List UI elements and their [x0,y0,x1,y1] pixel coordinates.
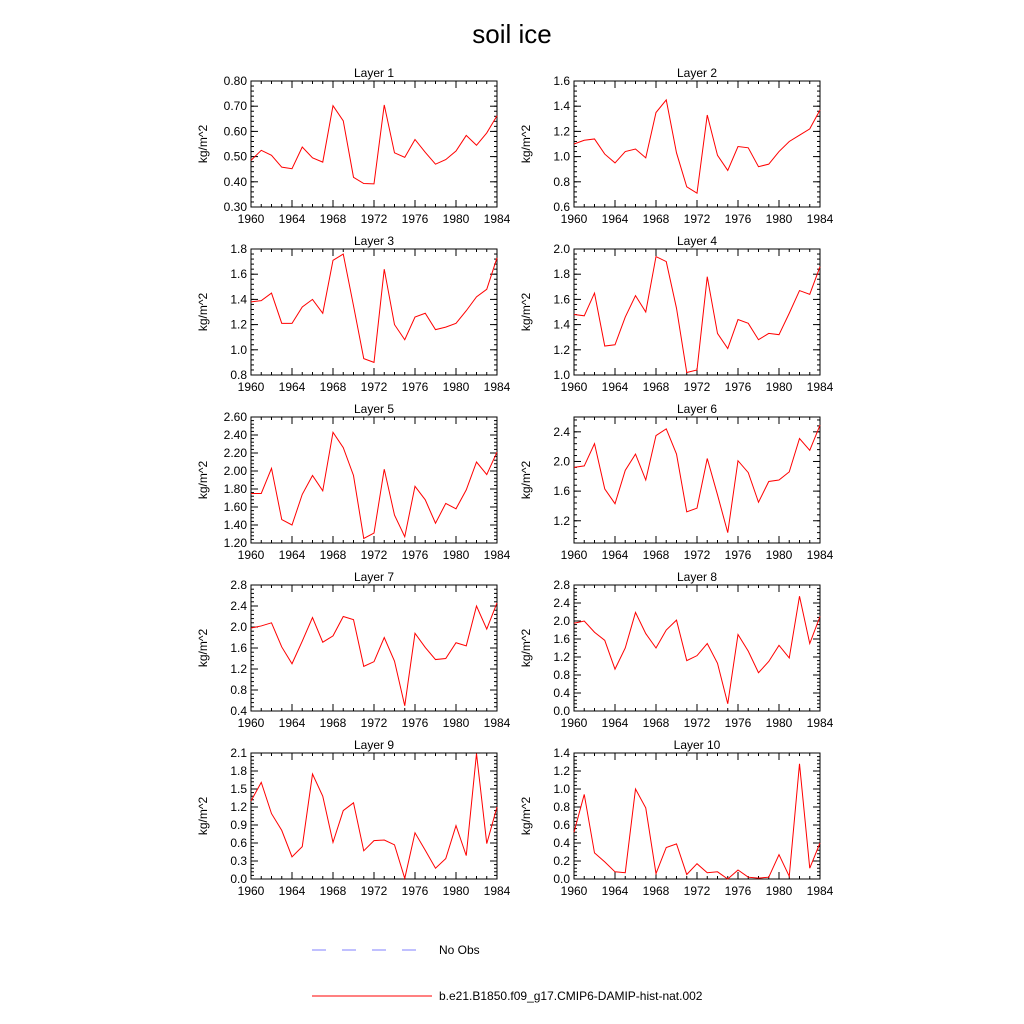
x-tick-label: 1976 [401,716,429,730]
x-tick-label: 1984 [806,716,834,730]
y-tick-label: 0.4 [230,704,247,718]
y-tick-label: 0.9 [230,818,247,832]
panel-title: Layer 7 [353,570,395,584]
y-tick-label: 0.60 [223,124,247,139]
y-tick-label: 0.8 [230,683,247,697]
y-tick-label: 0.4 [553,836,570,850]
y-tick-label: 1.4 [553,317,570,332]
x-tick-label: 1964 [278,212,306,226]
y-tick-label: 0.8 [553,800,570,814]
x-tick-label: 1968 [319,548,347,562]
x-tick-label: 1964 [278,716,306,730]
x-tick-label: 1960 [560,212,588,226]
y-tick-label: 0.8 [553,668,570,682]
panel-title: Layer 10 [673,738,721,752]
panel-layer-8 [519,570,834,730]
x-tick-label: 1960 [560,716,588,730]
x-tick-label: 1976 [401,884,429,898]
y-tick-label: 0.6 [553,818,570,832]
plot-frame [574,585,820,711]
y-tick-label: 1.6 [230,641,247,655]
y-tick-label: 0.8 [553,174,570,189]
x-tick-label: 1960 [237,716,265,730]
plot-frame [574,81,820,207]
x-tick-label: 1964 [601,212,629,226]
series-line-layer-5 [251,432,497,538]
x-tick-label: 1968 [319,884,347,898]
x-tick-label: 1964 [601,380,629,394]
x-tick-label: 1984 [483,884,511,898]
x-tick-label: 1972 [360,884,388,898]
y-tick-label: 2.4 [553,424,570,439]
x-tick-label: 1984 [483,212,511,226]
y-tick-label: 0.2 [553,854,570,868]
x-tick-label: 1984 [806,380,834,394]
x-tick-label: 1984 [806,212,834,226]
y-tick-label: 0.4 [553,686,570,700]
legend-model-label: b.e21.B1850.f09_g17.CMIP6-DAMIP-hist-nat.002 [439,989,703,1003]
panel-title: Layer 2 [676,66,718,80]
x-tick-label: 1960 [560,884,588,898]
x-tick-label: 1972 [360,380,388,394]
panel-title: Layer 8 [676,570,718,584]
panel-title: Layer 4 [676,234,718,248]
x-tick-label: 1972 [360,212,388,226]
x-tick-label: 1968 [642,884,670,898]
x-tick-label: 1976 [724,884,752,898]
x-tick-label: 1960 [237,380,265,394]
x-tick-label: 1968 [642,548,670,562]
y-tick-label: 1.8 [230,764,247,778]
x-tick-label: 1972 [360,548,388,562]
x-tick-label: 1972 [683,548,711,562]
y-tick-label: 2.4 [553,596,570,610]
x-tick-label: 1964 [601,548,629,562]
x-tick-label: 1972 [683,380,711,394]
plot-frame [574,753,820,879]
y-axis-label: kg/m^2 [196,628,210,668]
series-line-layer-1 [251,105,497,184]
plot-frame [574,249,820,375]
x-tick-label: 1980 [765,548,793,562]
x-tick-label: 1964 [278,380,306,394]
panel-layer-7 [196,570,511,730]
plot-frame [251,249,497,375]
x-tick-label: 1964 [278,884,306,898]
x-tick-label: 1976 [724,212,752,226]
y-tick-label: 0.0 [553,704,570,718]
panel-layer-5 [196,402,511,562]
x-tick-label: 1984 [806,884,834,898]
y-tick-label: 2.00 [223,464,247,478]
x-tick-label: 1984 [483,716,511,730]
y-tick-label: 2.1 [230,746,247,760]
y-tick-label: 1.20 [223,536,247,550]
panel-layer-2 [519,66,834,226]
y-tick-label: 1.60 [223,500,247,514]
x-tick-label: 1972 [683,716,711,730]
legend [312,943,703,1003]
y-tick-label: 0.0 [553,872,570,886]
y-tick-label: 1.0 [230,342,247,357]
y-axis-label: kg/m^2 [196,460,210,500]
y-axis-label: kg/m^2 [519,460,533,500]
panel-title: Layer 3 [353,234,395,248]
y-tick-label: 2.8 [230,578,247,592]
y-axis-label: kg/m^2 [196,124,210,164]
x-tick-label: 1972 [360,716,388,730]
y-tick-label: 1.2 [553,650,570,664]
panel-layer-3 [196,234,511,394]
x-tick-label: 1980 [765,380,793,394]
y-tick-label: 1.2 [230,800,247,814]
panel-title: Layer 6 [676,402,718,416]
y-tick-label: 1.6 [553,632,570,646]
x-tick-label: 1968 [642,716,670,730]
x-tick-label: 1984 [483,380,511,394]
y-tick-label: 1.2 [230,662,247,676]
series-line-layer-2 [574,100,820,193]
panel-layer-1 [196,66,511,226]
y-tick-label: 0.0 [230,872,247,886]
x-tick-label: 1968 [319,716,347,730]
x-tick-label: 1984 [483,548,511,562]
x-tick-label: 1960 [237,212,265,226]
series-line-layer-8 [574,596,820,704]
y-tick-label: 2.0 [553,454,570,469]
y-tick-label: 1.0 [553,368,570,382]
x-tick-label: 1980 [765,884,793,898]
y-tick-label: 0.80 [223,74,247,88]
x-tick-label: 1976 [724,380,752,394]
y-tick-label: 0.6 [553,200,570,214]
y-tick-label: 1.80 [223,482,247,496]
y-tick-label: 1.6 [553,74,570,88]
y-axis-label: kg/m^2 [519,628,533,668]
y-tick-label: 1.2 [553,513,570,528]
x-tick-label: 1976 [401,380,429,394]
y-axis-label: kg/m^2 [519,796,533,836]
x-tick-label: 1968 [319,380,347,394]
y-tick-label: 1.6 [553,292,570,307]
plot-frame [251,753,497,879]
panel-title: Layer 1 [353,66,395,80]
y-tick-label: 2.60 [223,410,247,424]
x-tick-label: 1960 [237,548,265,562]
y-tick-label: 2.40 [223,428,247,442]
x-tick-label: 1960 [560,548,588,562]
y-tick-label: 1.8 [553,267,570,282]
y-tick-label: 1.2 [553,124,570,139]
y-tick-label: 0.3 [230,854,247,868]
y-tick-label: 2.0 [230,620,247,634]
y-tick-label: 0.70 [223,99,247,114]
y-tick-label: 0.30 [223,200,247,214]
y-tick-label: 1.4 [230,292,247,307]
y-tick-label: 0.40 [223,174,247,189]
x-tick-label: 1968 [642,212,670,226]
x-tick-label: 1980 [442,716,470,730]
panel-title: Layer 9 [353,738,395,752]
x-tick-label: 1964 [278,548,306,562]
y-axis-label: kg/m^2 [196,796,210,836]
series-line-layer-3 [251,254,497,362]
y-tick-label: 2.0 [553,242,570,256]
x-tick-label: 1976 [401,548,429,562]
x-tick-label: 1980 [442,380,470,394]
panel-layer-6 [519,402,834,562]
y-tick-label: 2.8 [553,578,570,592]
x-tick-label: 1968 [319,212,347,226]
x-tick-label: 1980 [442,548,470,562]
x-tick-label: 1976 [724,548,752,562]
panel-layer-9 [196,738,511,898]
y-tick-label: 1.2 [553,764,570,778]
panel-title: Layer 5 [353,402,395,416]
y-tick-label: 0.8 [230,368,247,382]
panels [196,66,834,898]
y-tick-label: 2.4 [230,599,247,613]
panel-layer-10 [519,738,834,898]
y-tick-label: 1.2 [553,342,570,357]
x-tick-label: 1980 [765,212,793,226]
x-tick-label: 1964 [601,716,629,730]
legend-no-obs-label: No Obs [439,943,480,957]
x-tick-label: 1980 [765,716,793,730]
series-line-layer-7 [251,603,497,706]
x-tick-label: 1964 [601,884,629,898]
x-tick-label: 1980 [442,212,470,226]
y-axis-label: kg/m^2 [519,292,533,332]
y-axis-label: kg/m^2 [196,292,210,332]
x-tick-label: 1980 [442,884,470,898]
y-tick-label: 1.8 [230,242,247,256]
main-title: soil ice [472,19,552,49]
plot-frame [251,585,497,711]
x-tick-label: 1960 [560,380,588,394]
y-tick-label: 2.20 [223,446,247,460]
panel-layer-4 [519,234,834,394]
y-tick-label: 1.4 [553,99,570,114]
y-tick-label: 1.5 [230,782,247,796]
x-tick-label: 1960 [237,884,265,898]
x-tick-label: 1976 [724,716,752,730]
y-tick-label: 0.6 [230,836,247,850]
y-axis-label: kg/m^2 [519,124,533,164]
series-line-layer-6 [574,425,820,532]
y-tick-label: 1.6 [230,267,247,282]
x-tick-label: 1976 [401,212,429,226]
y-tick-label: 1.0 [553,149,570,164]
y-tick-label: 1.0 [553,782,570,796]
x-tick-label: 1972 [683,884,711,898]
y-tick-label: 2.0 [553,614,570,628]
series-line-layer-4 [574,257,820,373]
series-line-layer-9 [251,754,497,879]
x-tick-label: 1968 [642,380,670,394]
x-tick-label: 1984 [806,548,834,562]
y-tick-label: 0.50 [223,149,247,164]
series-line-layer-10 [574,764,820,879]
plot-frame [251,417,497,543]
y-tick-label: 1.40 [223,518,247,532]
y-tick-label: 1.2 [230,317,247,332]
plot-frame [574,417,820,543]
y-tick-label: 1.4 [553,746,570,760]
x-tick-label: 1972 [683,212,711,226]
y-tick-label: 1.6 [553,484,570,499]
